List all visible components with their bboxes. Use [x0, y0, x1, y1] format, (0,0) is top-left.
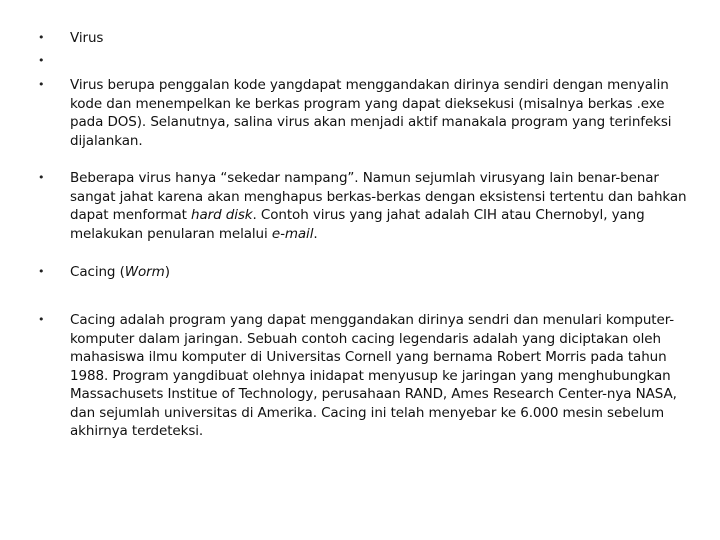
bullet-dot: • — [38, 265, 45, 278]
bullet-text: Cacing adalah program yang dapat menggandakan dirinya sendri dan menulari komputer-komputer dalam jaringan. Sebuah contoh cacing legendaris adalah yang diciptakan oleh mahasiswa ilmu komputer di Universitas Cornell yang bernama Robert Morris pada tahun 1988. Program yangdibuat olehnya inidapat menyusup ke jaringan yang menghubungkan Massachusets Institue of Technology, perusahaan RAND, Ames Research Center-nya NASA, dan sejumlah universitas di Amerika. Cacing ini telah menyebar ke 6.000 mesin sebelum akhirnya terdeteksi. — [70, 312, 677, 439]
bullet-text: Virus berupa penggalan kode yangdapat menggandakan dirinya sendiri dengan menyalin kode dan menempelkan ke berkas program yang dapat dieksekusi (misalnya berkas .exe pada DOS). Selanutnya, salina virus akan menjadi aktif manakala program yang terinfeksi dijalankan. — [70, 77, 672, 149]
term-worm: Worm — [124, 264, 165, 280]
bullet-dot: • — [38, 54, 45, 67]
bullet-text: Cacing (Worm) — [70, 264, 170, 280]
term-e-mail: e-mail — [271, 225, 314, 242]
bullet-dot: • — [38, 171, 45, 184]
term-hard-disk: hard disk — [191, 207, 253, 223]
bullet-dot: • — [38, 313, 45, 326]
bullet-text: Virus — [70, 30, 104, 46]
bullet-dot: • — [38, 31, 45, 44]
bullet-text: Beberapa virus hanya “sekedar nampang”. Namun sejumlah virusyang lain benar-benar sangat jahat karena akan menghapus berkas-berkas dengan eksistensi tertentu dan bahkan dapat menformat hard disk. Contoh virus yang jahat adalah CIH atau Chernobyl, yang melakukan penularan melalui e-mail. — [70, 170, 687, 242]
bullet-dot: • — [38, 78, 45, 91]
